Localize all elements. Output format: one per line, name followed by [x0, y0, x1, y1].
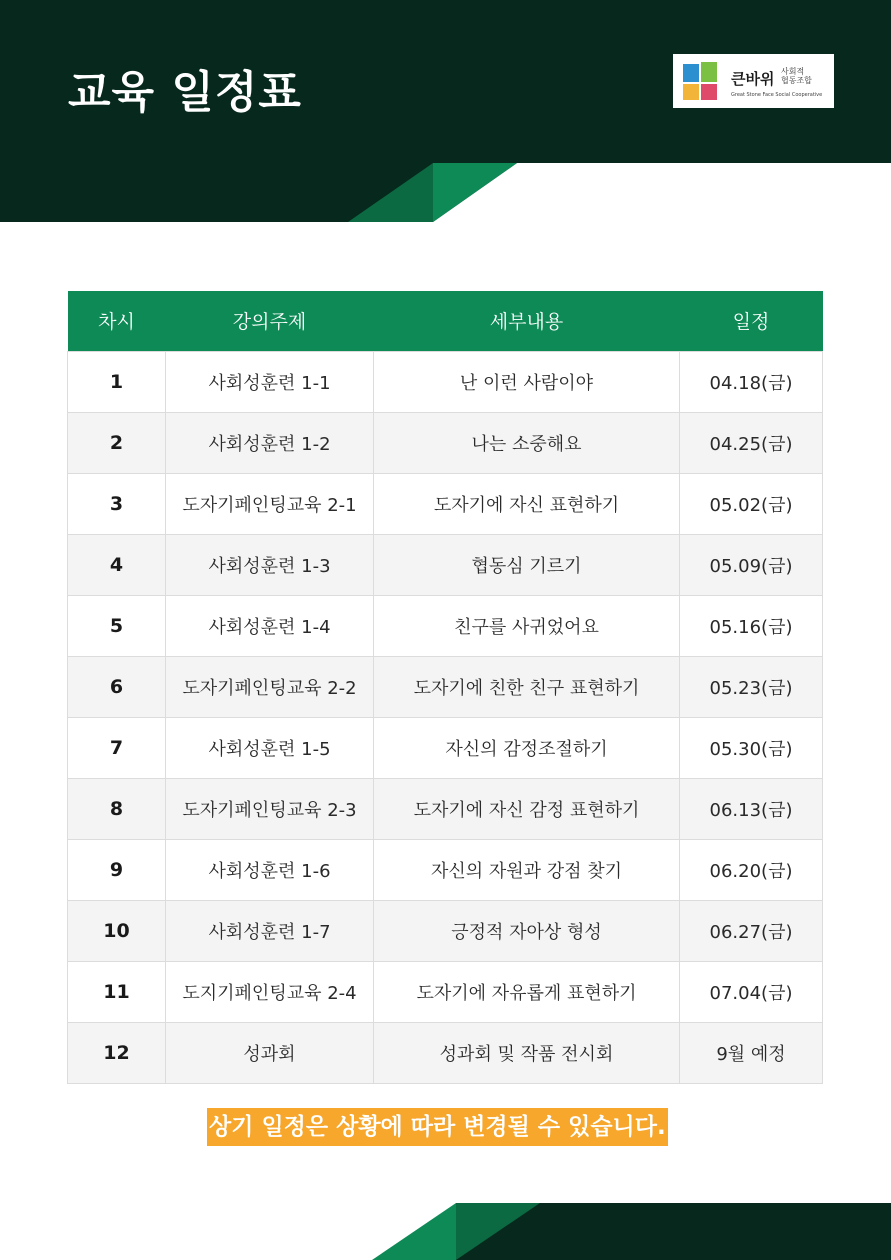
session-date: 05.23(금): [680, 656, 823, 717]
session-date: 06.27(금): [680, 900, 823, 961]
column-header: 차시: [68, 291, 166, 351]
session-date: 07.04(금): [680, 961, 823, 1022]
session-topic: 사회성훈련 1-7: [166, 900, 374, 961]
session-topic: 사회성훈련 1-6: [166, 839, 374, 900]
footer-decoration: [0, 1203, 891, 1260]
session-number: 11: [68, 961, 166, 1022]
session-date: 04.18(금): [680, 351, 823, 412]
session-number: 4: [68, 534, 166, 595]
session-detail: 자신의 감정조절하기: [374, 717, 680, 778]
session-date: 04.25(금): [680, 412, 823, 473]
session-number: 1: [68, 351, 166, 412]
session-detail: 난 이런 사람이야: [374, 351, 680, 412]
logo-subtitle-line2: 협동조합: [781, 76, 812, 85]
session-topic: 사회성훈련 1-2: [166, 412, 374, 473]
table-row: [68, 351, 823, 412]
session-date: 05.02(금): [680, 473, 823, 534]
session-number: 5: [68, 595, 166, 656]
table-header-row: [68, 291, 823, 351]
column-header: 강의주제: [166, 291, 374, 351]
session-detail: 도자기에 자신 감정 표현하기: [374, 778, 680, 839]
table-row: [68, 717, 823, 778]
session-number: 6: [68, 656, 166, 717]
table-row: [68, 534, 823, 595]
session-date: 06.13(금): [680, 778, 823, 839]
session-detail: 도자기에 친한 친구 표현하기: [374, 656, 680, 717]
session-date: 05.30(금): [680, 717, 823, 778]
logo-subtitle-line1: 사회적: [781, 67, 805, 76]
session-number: 8: [68, 778, 166, 839]
session-topic: 도지기페인팅교육 2-4: [166, 961, 374, 1022]
session-number: 12: [68, 1022, 166, 1083]
session-detail: 자신의 자원과 강점 찾기: [374, 839, 680, 900]
session-detail: 친구를 사귀었어요: [374, 595, 680, 656]
logo-english: Great Stone Face Social Cooperative: [731, 92, 823, 98]
logo-name: 큰바위: [731, 70, 775, 88]
session-detail: 긍정적 자아상 형성: [374, 900, 680, 961]
table-row: [68, 900, 823, 961]
logo-mark-icon: [683, 60, 723, 102]
session-topic: 성과회: [166, 1022, 374, 1083]
session-topic: 사회성훈련 1-3: [166, 534, 374, 595]
session-date: 9월 예정: [680, 1022, 823, 1083]
schedule-change-notice: 상기 일정은 상황에 따라 변경될 수 있습니다.: [207, 1108, 668, 1146]
table-row: [68, 656, 823, 717]
table-row: [68, 595, 823, 656]
table-row: [68, 778, 823, 839]
logo-subtitle: [781, 67, 812, 85]
session-date: 05.16(금): [680, 595, 823, 656]
session-date: 06.20(금): [680, 839, 823, 900]
session-number: 10: [68, 900, 166, 961]
column-header: 일정: [680, 291, 823, 351]
session-detail: 도자기에 자신 표현하기: [374, 473, 680, 534]
session-date: 05.09(금): [680, 534, 823, 595]
page-title: 교육 일정표: [68, 67, 302, 118]
session-topic: 사회성훈련 1-1: [166, 351, 374, 412]
session-number: 9: [68, 839, 166, 900]
session-detail: 협동심 기르기: [374, 534, 680, 595]
session-topic: 사회성훈련 1-4: [166, 595, 374, 656]
session-detail: 성과회 및 작품 전시회: [374, 1022, 680, 1083]
schedule-table: [67, 291, 823, 1084]
logo: [673, 54, 834, 108]
session-topic: 도자기페인팅교육 2-1: [166, 473, 374, 534]
table-row: [68, 412, 823, 473]
session-detail: 나는 소중해요: [374, 412, 680, 473]
session-number: 7: [68, 717, 166, 778]
table-row: [68, 839, 823, 900]
table-row: [68, 1022, 823, 1083]
table-row: [68, 473, 823, 534]
table-row: [68, 961, 823, 1022]
column-header: 세부내용: [374, 291, 680, 351]
session-topic: 도자기페인팅교육 2-3: [166, 778, 374, 839]
header-decoration: [0, 163, 891, 222]
session-number: 2: [68, 412, 166, 473]
session-number: 3: [68, 473, 166, 534]
session-detail: 도자기에 자유롭게 표현하기: [374, 961, 680, 1022]
session-topic: 사회성훈련 1-5: [166, 717, 374, 778]
session-topic: 도자기페인팅교육 2-2: [166, 656, 374, 717]
